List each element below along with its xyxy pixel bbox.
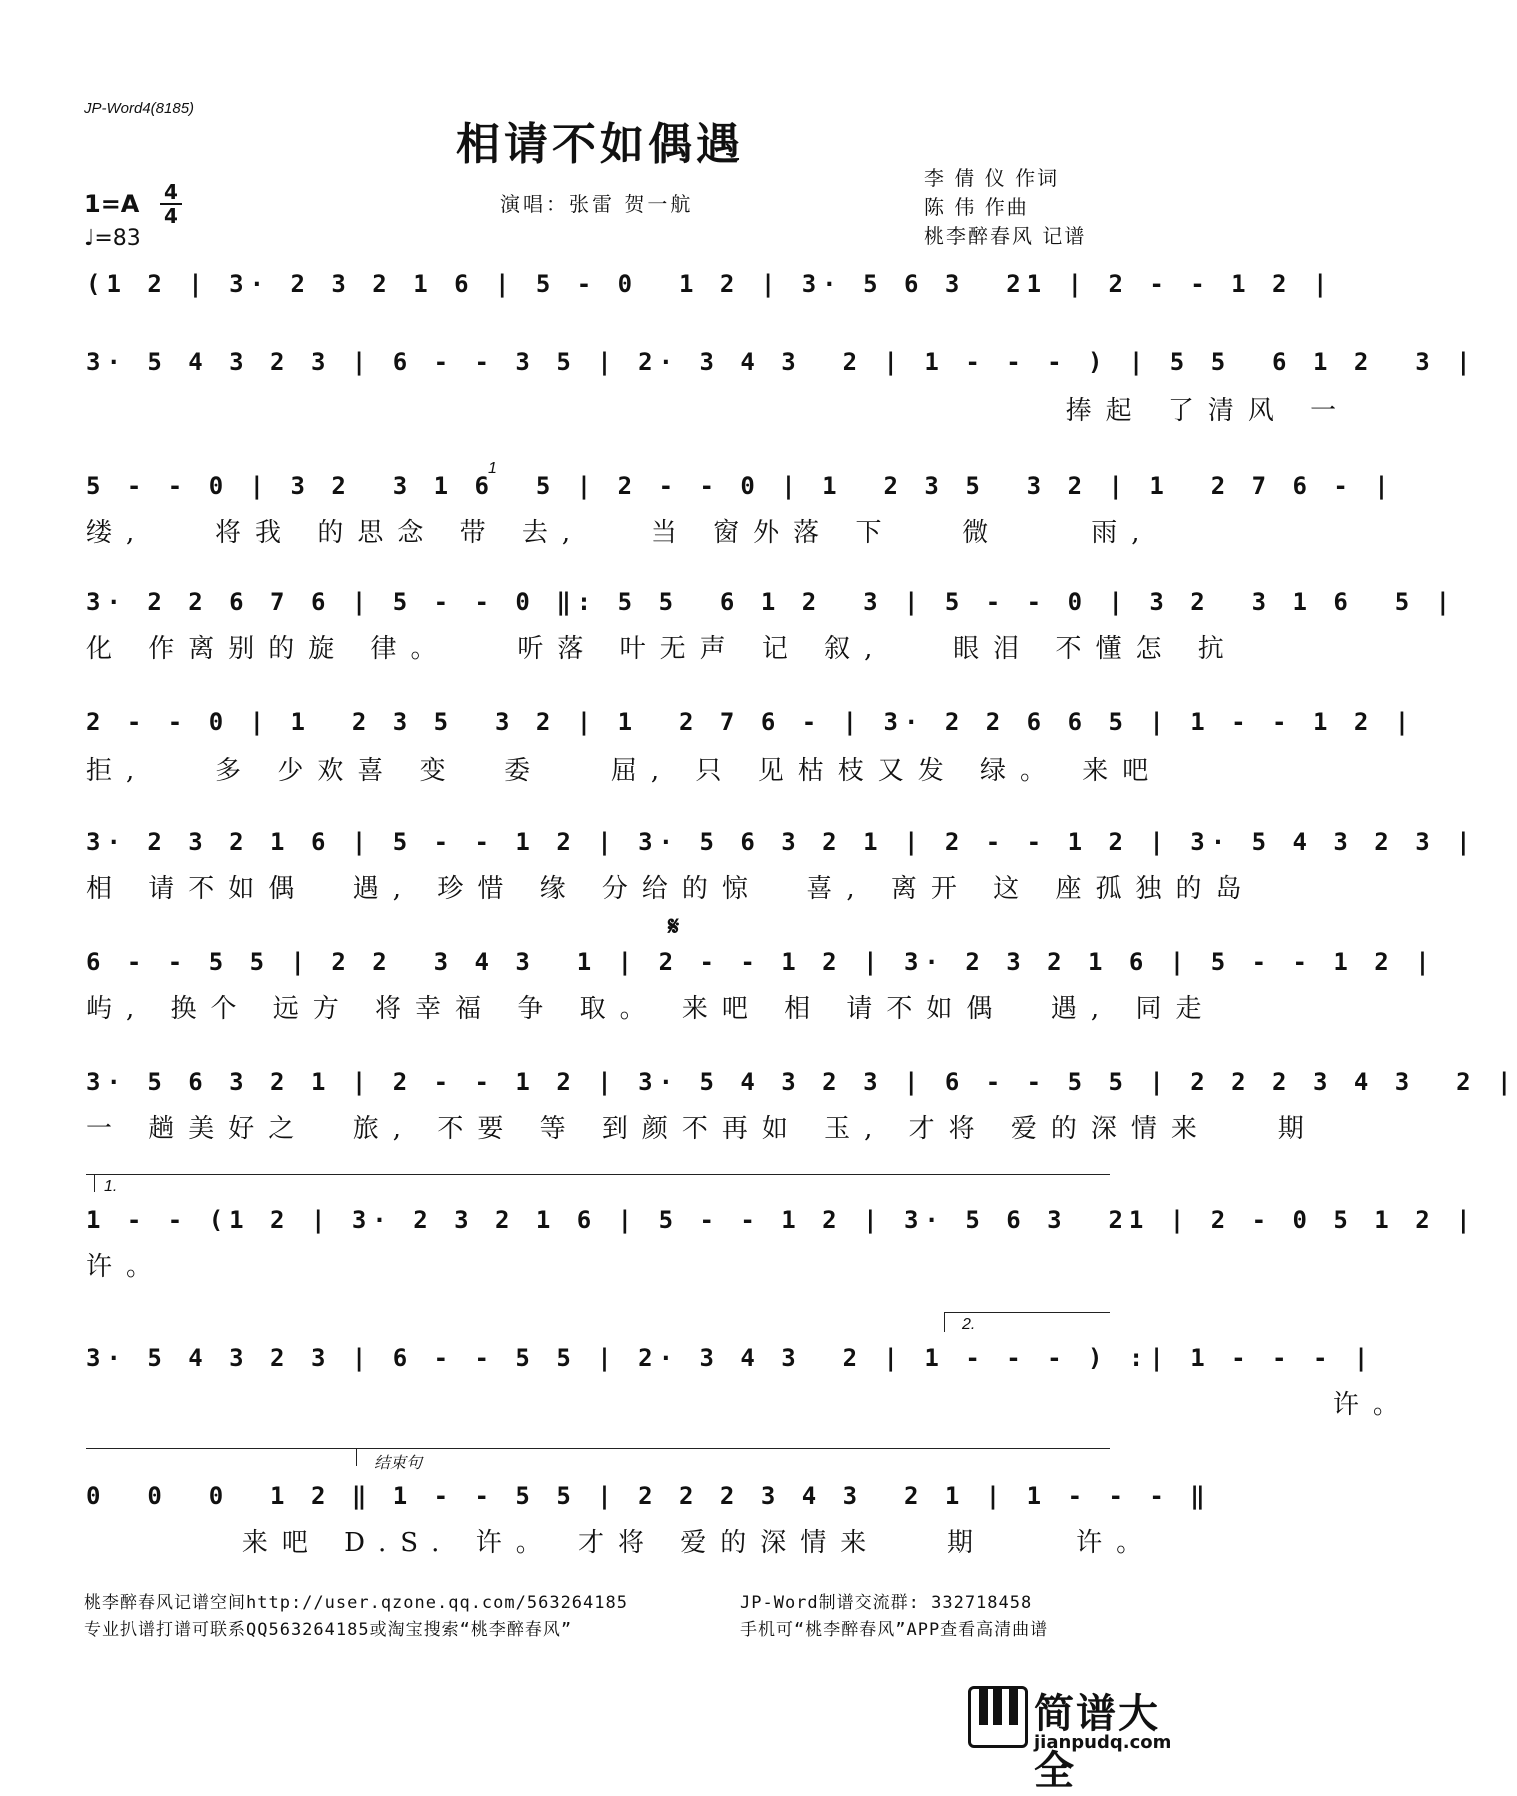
- volta-2-line: [944, 1312, 1110, 1313]
- footer-left-line-2: 专业扒谱打谱可联系QQ563264185或淘宝搜索“桃李醉春风”: [84, 1620, 573, 1640]
- lyrics-row-9: 许。: [86, 1252, 167, 1282]
- lyrics-row-3: 缕, 将我 的思念 带 去, 当 窗外落 下 微 雨,: [86, 518, 1154, 548]
- footer-left: [84, 1590, 628, 1644]
- volta-2-label: 2.: [962, 1316, 976, 1333]
- breath-mark: 1: [488, 460, 497, 477]
- ending-line: [86, 1448, 1110, 1449]
- score-row-1: (1 2 | 3· 2 3 2 1 6 | 5 - 0 1 2 | 3· 5 6 3 21 | 2 - - 1 2 |: [86, 270, 1334, 298]
- lyricist-credit: 李 倩 仪 作词: [924, 166, 1060, 190]
- score-row-8: 3· 5 6 3 2 1 | 2 - - 1 2 | 3· 5 4 3 2 3 | 6 - - 5 5 | 2 2 2 3 4 3 2 |: [86, 1068, 1517, 1096]
- footer-right: [740, 1590, 1048, 1644]
- volta-1-label: 1.: [104, 1178, 118, 1195]
- song-title: 相请不如偶遇: [456, 119, 744, 170]
- lyrics-row-11: 来吧 D.S. 许。 才将 爱的深情来 期 许。: [86, 1528, 1157, 1558]
- logo-url: jianpudq.com: [1034, 1732, 1172, 1753]
- score-row-5: 2 - - 0 | 1 2 3 5 3 2 | 1 2 7 6 - | 3· 2 2 6 6 5 | 1 - - 1 2 |: [86, 708, 1416, 736]
- score-row-3: 5 - - 0 | 3 2 3 1 6 5 | 2 - - 0 | 1 2 3 5 3 2 | 1 2 7 6 - |: [86, 472, 1395, 500]
- time-top: 4: [164, 180, 178, 204]
- lyrics-row-6: 相 请不如偶 遇, 珍惜 缘 分给的惊 喜, 离开 这 座孤独的岛: [86, 874, 1256, 904]
- footer-right-line-2: 手机可“桃李醉春风”APP查看高清曲谱: [740, 1620, 1049, 1640]
- score-row-4: 3· 2 2 6 7 6 | 5 - - 0 ‖: 5 5 6 1 2 3 | 5 - - 0 | 3 2 3 1 6 5 |: [86, 588, 1457, 616]
- footer-left-line-1: 桃李醉春风记谱空间http://user.qzone.qq.com/563264185: [84, 1593, 628, 1613]
- logo-brand: 简谱大全: [1034, 1691, 1160, 1794]
- singer-info: 演唱：张雷 贺一航: [500, 192, 694, 216]
- score-row-9: 1 - - (1 2 | 3· 2 3 2 1 6 | 5 - - 1 2 | 3· 5 6 3 21 | 2 - 0 5 1 2 |: [86, 1206, 1477, 1234]
- piano-keys-icon: [968, 1686, 1028, 1748]
- time-signature: [160, 182, 182, 226]
- score-row-7: 6 - - 5 5 | 2 2 3 4 3 1 | 2 - - 1 2 | 3· 2 3 2 1 6 | 5 - - 1 2 |: [86, 948, 1436, 976]
- lyrics-row-4: 化 作离别的旋 律。 听落 叶无声 记 叙, 眼泪 不懂怎 抗: [86, 634, 1238, 664]
- composer-credit: 陈 伟 作曲: [924, 195, 1029, 219]
- footer-right-line-1: JP-Word制谱交流群: 332718458: [740, 1593, 1033, 1613]
- volta-1-hook: [94, 1174, 95, 1192]
- score-row-11: 0 0 0 1 2 ‖ 1 - - 5 5 | 2 2 2 3 4 3 2 1 | 1 - - - ‖: [86, 1482, 1211, 1510]
- score-row-10: 3· 5 4 3 2 3 | 6 - - 5 5 | 2· 3 4 3 2 | 1 - - - ) :| 1 - - - |: [86, 1344, 1375, 1372]
- jianpu-logo: [968, 1682, 1188, 1794]
- segno-sign: 𝄋: [668, 912, 680, 942]
- key-signature: 1=A: [84, 190, 140, 218]
- lyrics-row-8: 一 趟美好之 旅, 不要 等 到颜不再如 玉, 才将 爱的深情来 期: [86, 1114, 1318, 1144]
- score-row-2: 3· 5 4 3 2 3 | 6 - - 3 5 | 2· 3 4 3 2 | 1 - - - ) | 5 5 6 1 2 3 |: [86, 348, 1477, 376]
- ending-label: 结束句: [374, 1455, 423, 1472]
- time-bottom: 4: [164, 204, 178, 228]
- volta-1-line: [86, 1174, 1110, 1175]
- volta-2-hook: [944, 1312, 945, 1332]
- lyrics-row-7: 屿, 换个 远方 将幸福 争 取。 来吧 相 请不如偶 遇, 同走: [86, 994, 1216, 1024]
- transcriber-credit: 桃李醉春风 记谱: [924, 224, 1087, 248]
- tempo-mark: ♩=83: [84, 226, 141, 251]
- score-row-6: 3· 2 3 2 1 6 | 5 - - 1 2 | 3· 5 6 3 2 1 | 2 - - 1 2 | 3· 5 4 3 2 3 |: [86, 828, 1477, 856]
- lyrics-row-10: 许。: [86, 1390, 1413, 1420]
- software-label: JP-Word4(8185): [84, 100, 195, 117]
- lyrics-row-5: 拒, 多 少欢喜 变 委 屈, 只 见枯枝又发 绿。 来吧: [86, 756, 1163, 786]
- ending-hook: [356, 1448, 357, 1466]
- lyrics-row-2: 捧起 了清风 一: [86, 396, 1351, 426]
- credits-block: [924, 164, 1086, 251]
